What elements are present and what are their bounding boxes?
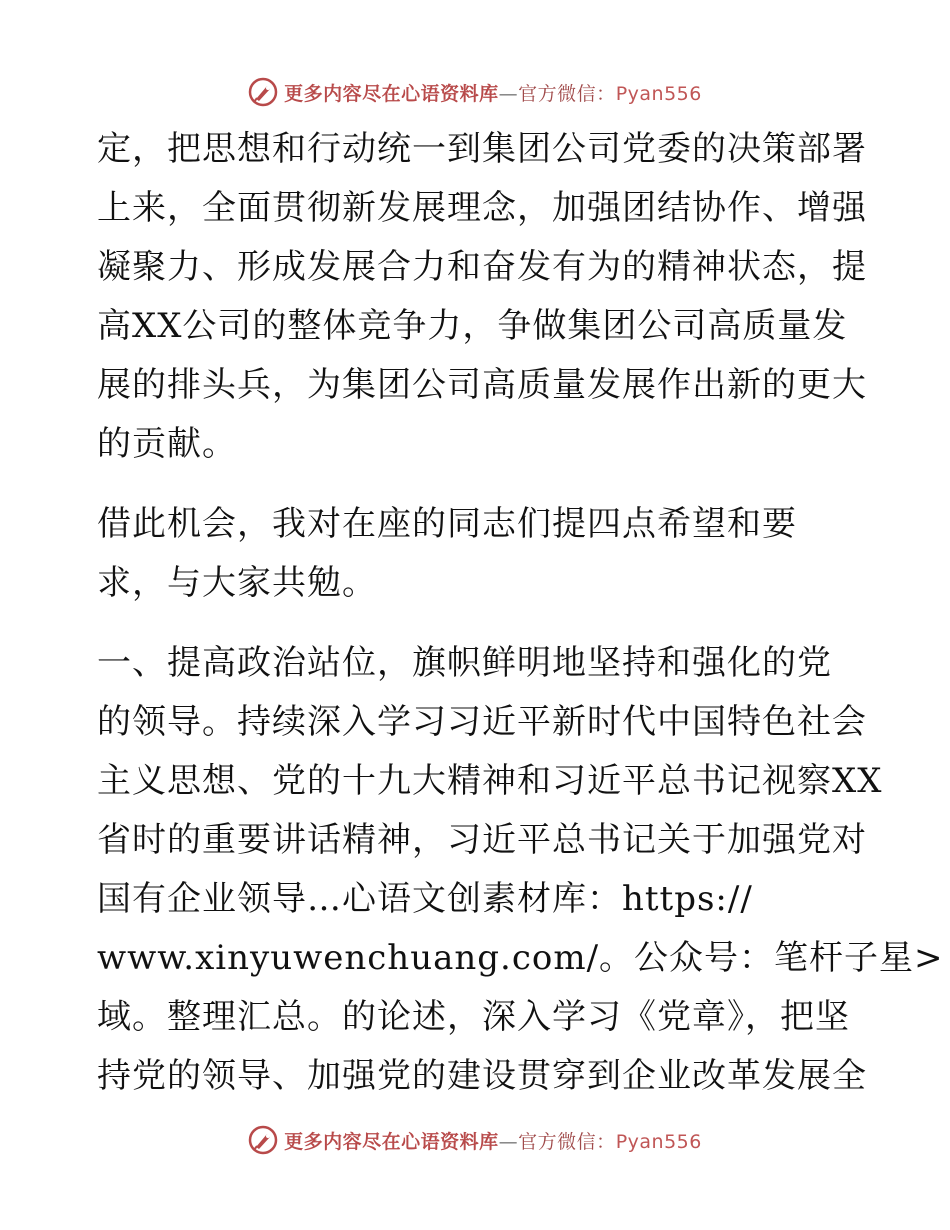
text-line: 借此机会，我对在座的同志们提四点希望和要 [97,504,797,544]
header-banner-label: 官方微信： [518,82,616,105]
text-line: 国有企业领导…心语文创素材库：https:// [97,879,753,919]
text-line: 域。整理汇总。的论述，深入学习《党章》，把坚 [97,997,850,1037]
header-banner-separator: — [498,82,519,105]
text-line: www.xinyuwenchuang.com/。公众号：笔杆子星> [97,938,944,978]
text-line: 一、提高政治站位，旗帜鲜明地坚持和强化的党 [97,643,832,683]
header-banner-brand: 更多内容尽在心语资料库 [284,82,499,105]
footer-banner-text [284,1127,702,1154]
footer-banner-wechat-id: Pyan556 [615,1130,702,1153]
paragraph-2 [97,495,867,613]
footer-banner-separator: — [498,1130,519,1153]
text-line: 持党的领导、加强党的建设贯穿到企业改革发展全 [97,1056,867,1096]
paragraph-3 [97,634,944,1106]
text-line: 展的排头兵，为集团公司高质量发展作出新的更大 [97,365,867,405]
header-banner-text [284,79,702,106]
header-banner-wechat-id: Pyan556 [615,82,702,105]
text-line: 定，把思想和行动统一到集团公司党委的决策部署 [97,129,867,169]
text-line: 的领导。持续深入学习习近平新时代中国特色社会 [97,702,867,742]
text-line: 高XX公司的整体竞争力，争做集团公司高质量发 [97,306,848,346]
paragraph-gap [97,474,867,495]
footer-watermark-banner [0,1118,950,1162]
text-line: 主义思想、党的十九大精神和习近平总书记视察XX [97,761,883,801]
text-line: 省时的重要讲话精神，习近平总书记关于加强党对 [97,820,867,860]
text-line: 的贡献。 [97,424,237,464]
text-line: 凝聚力、形成发展合力和奋发有为的精神状态，提 [97,247,867,287]
header-watermark-banner [0,70,950,114]
footer-banner-label: 官方微信： [518,1130,616,1153]
paragraph-1 [97,120,867,474]
pen-nib-logo-icon [248,1125,278,1155]
paragraph-gap [97,613,867,634]
text-line: 上来，全面贯彻新发展理念，加强团结协作、增强 [97,188,867,228]
footer-banner-brand: 更多内容尽在心语资料库 [284,1130,499,1153]
document-body [97,120,944,1106]
text-line: 求，与大家共勉。 [97,563,377,603]
pen-nib-logo-icon [248,77,278,107]
